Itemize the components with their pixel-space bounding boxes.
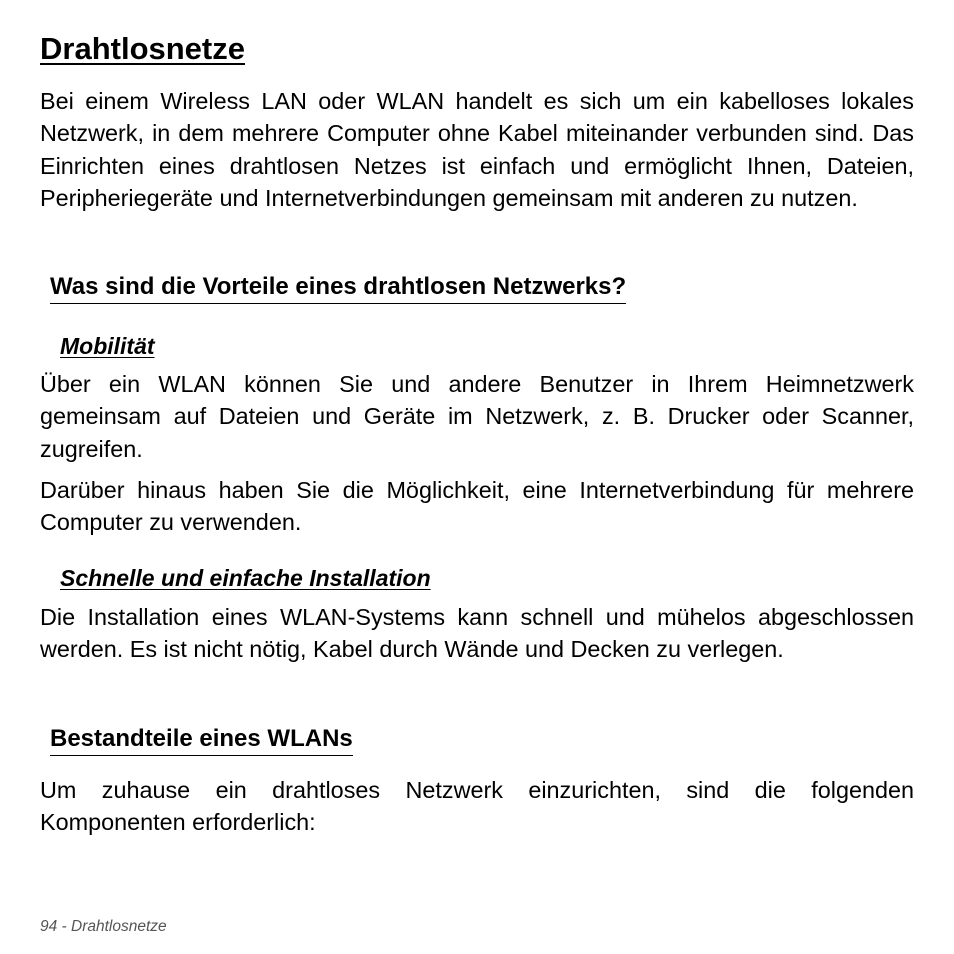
page-footer: 94 - Drahtlosnetze [40, 918, 167, 935]
mobility-heading: Mobilität [60, 333, 155, 359]
components-heading: Bestandteile eines WLANs [50, 724, 353, 756]
page-title: Drahtlosnetze [40, 31, 245, 66]
installation-heading: Schnelle und einfache Installation [60, 565, 431, 591]
advantages-heading: Was sind die Vorteile eines drahtlosen Netzwerks? [50, 272, 626, 304]
mobility-paragraph-1: Über ein WLAN können Sie und andere Benutzer in Ihrem Heimnetzwerk gemeinsam auf Dateien und Geräte im Netzwerk, z. B. Drucker oder Scanner, zugreifen. [40, 371, 914, 462]
components-paragraph: Um zuhause ein drahtloses Netzwerk einzurichten, sind die folgenden Komponenten erforderlich: [40, 777, 914, 836]
installation-paragraph: Die Installation eines WLAN-Systems kann schnell und mühelos abgeschlossen werden. Es ist nicht nötig, Kabel durch Wände und Decken zu verlegen. [40, 604, 914, 663]
intro-paragraph: Bei einem Wireless LAN oder WLAN handelt es sich um ein kabelloses lokales Netzwerk, in dem mehrere Computer ohne Kabel miteinander verbunden sind. Das Einrichten eines drahtlosen Netzes ist einfach und ermöglicht Ihnen, Dateien, Peripheriegeräte und Internetverbindungen gemeinsam mit anderen zu nutzen. [40, 88, 914, 211]
mobility-paragraph-2: Darüber hinaus haben Sie die Möglichkeit, eine Internetverbindung für mehrere Computer zu verwenden. [40, 477, 914, 536]
